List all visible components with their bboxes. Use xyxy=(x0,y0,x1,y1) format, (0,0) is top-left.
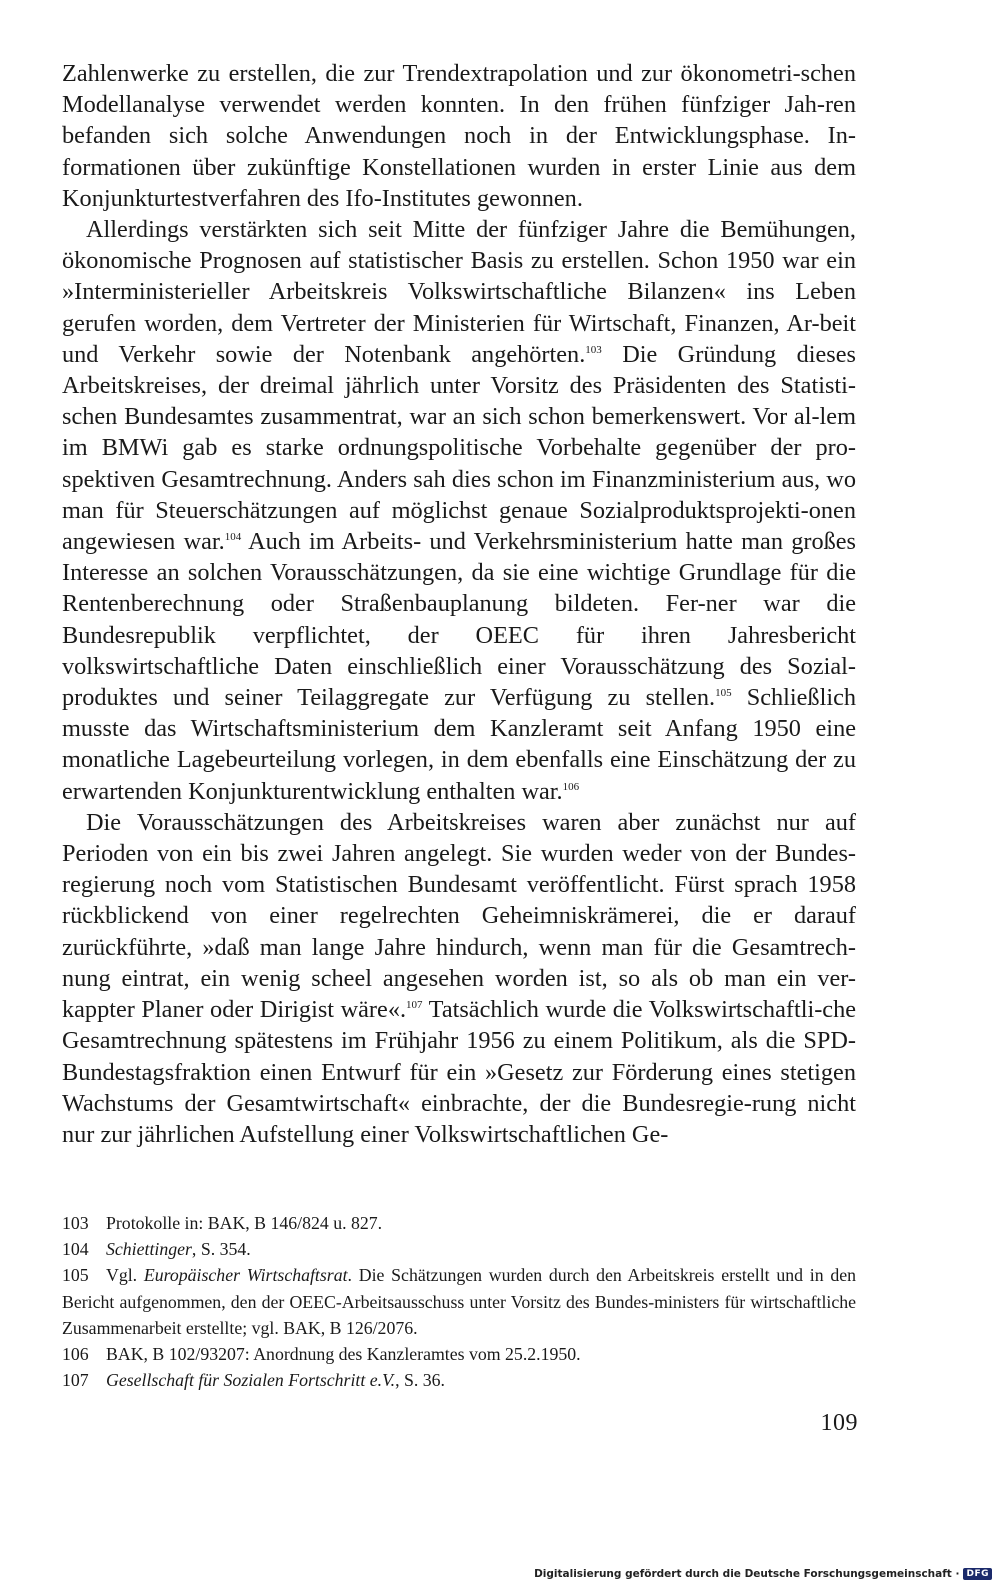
dfg-logo: DFG xyxy=(963,1568,992,1580)
footnote-ref[interactable]: 104 xyxy=(224,531,242,544)
footnote xyxy=(62,1236,856,1262)
digitization-banner xyxy=(534,1568,992,1580)
footnote-number: 106 xyxy=(62,1344,89,1365)
footnote-text: , S. 354. xyxy=(191,1239,251,1260)
banner-text: Digitalisierung gefördert durch die Deutsche Forschungsgemeinschaft · xyxy=(534,1568,960,1580)
footnote-ref[interactable]: 105 xyxy=(715,687,732,700)
text-run: Allerdings verstärkten sich seit Mitte der fünfziger Jahre die Bemühungen, ökonomische Prognosen auf statistischer Basis zu erstellen. Schon 1950 war ein »Interministerieller Arbeitskreis Volkswirtschaftliche Bilanzen« ins Leben gerufen worden, dem Vertreter der Ministerien für Wirtschaft, Finanzen, Ar-beit und Verkehr sowie der Notenbank angehörten. xyxy=(62,216,856,368)
footnote-text: BAK, B 102/93207: Anordnung des Kanzleramtes vom 25.2.1950. xyxy=(106,1344,581,1365)
text-run: Auch im Arbeits- und Verkehrsministerium hatte man großes Interesse an solchen Vorausschätzungen, da sie eine wichtige Grundlage für die Rentenberechnung oder Straßenbauplanung bildeten. Fer-ner war die Bundesrepublik verpflichtet, der OEEC für ihren Jahresbericht volkswirtschaftliche Daten einschließlich einer Vorausschätzung des Sozial-produktes und seiner Teilaggregate zur Verfügung zu stellen. xyxy=(62,528,856,712)
footnote-ref[interactable]: 103 xyxy=(585,343,602,356)
paragraph xyxy=(62,214,856,807)
footnote xyxy=(62,1210,856,1236)
text-run: Zahlenwerke zu erstellen, die zur Trendextrapolation und zur ökonometri-schen Modellanalyse verwendet werden konnten. In den frühen fünfziger Jah-ren befanden sich solche Anwendungen noch in der Entwicklungsphase. In-formationen über zukünftige Konstellationen wurden in erster Linie aus dem Konjunkturtestverfahren des Ifo-Institutes gewonnen. xyxy=(62,60,856,212)
footnote-text: Gesellschaft für Sozialen Fortschritt e.V. xyxy=(106,1370,396,1391)
text-run: Tatsächlich wurde die Volkswirtschaftli-che Gesamtrechnung spätestens im Frühjahr 1956 zu einem Politikum, als die SPD-Bundestagsfraktion einen Entwurf für ein »Gesetz zur Förderung eines stetigen Wachstums der Gesamtwirtschaft« einbrachte, der die Bundesregie-rung nicht nur zur jährlichen Aufstellung einer Volkswirtschaftlichen Ge- xyxy=(62,996,856,1148)
body-text xyxy=(62,58,856,1150)
footnote xyxy=(62,1341,856,1367)
footnotes xyxy=(62,1210,856,1393)
footnote-text: Protokolle in: BAK, B 146/824 u. 827. xyxy=(106,1213,383,1233)
footnote-text: , S. 36. xyxy=(395,1370,445,1391)
footnote xyxy=(62,1367,856,1393)
paragraph xyxy=(62,58,856,214)
paragraph xyxy=(62,807,856,1150)
footnote-number: 104 xyxy=(62,1239,89,1260)
footnote-ref[interactable]: 106 xyxy=(562,780,580,793)
text-run: Die Gründung dieses Arbeitskreises, der dreimal jährlich unter Vorsitz des Präsidenten des Statisti-schen Bundesamtes zusammentrat, war an sich schon bemerkenswert. Vor al-lem im BMWi gab es starke ordnungspolitische Vorbehalte gegenüber der pro-spektiven Gesamtrechnung. Anders sah dies schon im Finanzministerium aus, wo man für Steuerschätzungen auf möglichst genaue Sozialproduktsprojekti-onen angewiesen war. xyxy=(62,340,856,556)
footnote xyxy=(62,1262,856,1341)
page-number: 109 xyxy=(820,1410,858,1436)
footnote-text: Vgl. xyxy=(106,1265,144,1286)
text-run: Schließlich musste das Wirtschaftsministerium dem Kanzleramt seit Anfang 1950 eine monatliche Lagebeurteilung vorlegen, in dem ebenfalls eine Einschätzung der zu erwartenden Konjunkturentwicklung enthalten war. xyxy=(62,684,857,805)
footnote-number: 103 xyxy=(62,1213,89,1233)
footnote-number: 105 xyxy=(62,1265,89,1286)
footnote-text: Schiettinger xyxy=(106,1239,192,1260)
footnote-text: . Die Schätzungen wurden durch den Arbeitskreis erstellt und in den Bericht aufgenommen, den der OEEC-Arbeitsausschuss unter Vorsitz des Bundes-ministers für wirtschaftliche Zusammenarbeit erstellte; vgl. BAK, B 126/2076. xyxy=(62,1265,857,1338)
footnote-ref[interactable]: 107 xyxy=(406,999,423,1012)
text-run: Die Vorausschätzungen des Arbeitskreises waren aber zunächst nur auf Perioden von ein bis zwei Jahren angelegt. Sie wurden weder von der Bundes-regierung noch vom Statistischen Bundesamt veröffentlicht. Fürst sprach 1958 rückblickend von einer regelrechten Geheimniskrämerei, die er darauf zurückführte, »daß man lange Jahre hindurch, wenn man für die Gesamtrech-nung eintrat, ein wenig scheel angesehen worden ist, so als ob man ein ver-kappter Planer oder Dirigist wäre«. xyxy=(62,808,856,1024)
footnote-text: Europäischer Wirtschaftsrat xyxy=(143,1265,348,1286)
footnote-number: 107 xyxy=(62,1370,89,1391)
